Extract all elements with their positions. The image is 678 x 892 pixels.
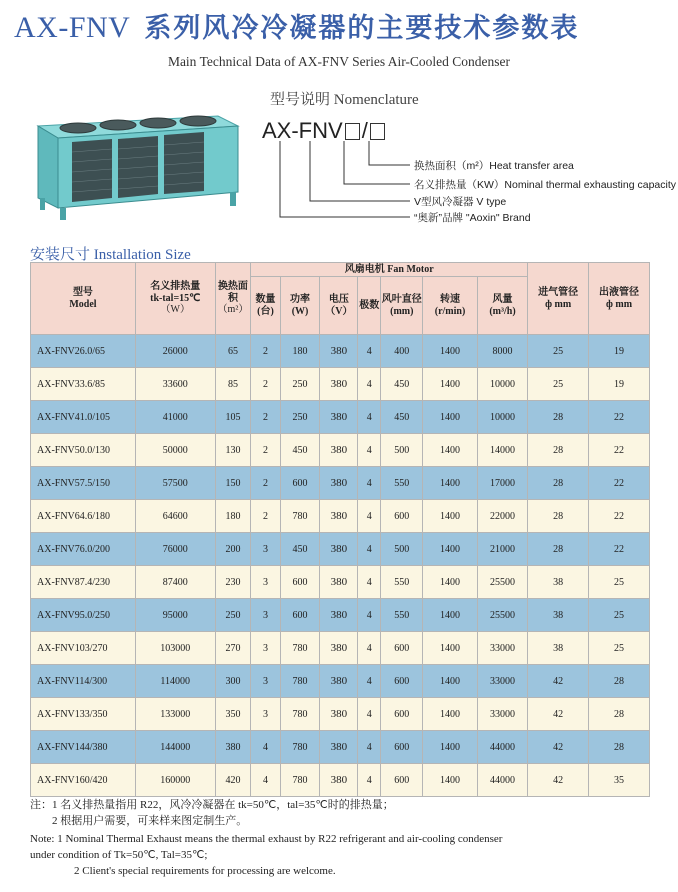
cell-capacity: 26000 (135, 335, 215, 368)
cell-speed: 1400 (423, 566, 478, 599)
cell-diameter: 500 (381, 533, 423, 566)
cell-qty: 2 (251, 500, 280, 533)
cell-airflow: 8000 (477, 335, 527, 368)
cell-poles: 4 (358, 698, 381, 731)
cell-speed: 1400 (423, 764, 478, 797)
cell-qty: 3 (251, 599, 280, 632)
cell-capacity: 50000 (135, 434, 215, 467)
cell-area: 250 (215, 599, 251, 632)
cell-power: 450 (280, 533, 320, 566)
cell-airflow: 21000 (477, 533, 527, 566)
cell-inlet: 28 (528, 467, 589, 500)
cell-airflow: 44000 (477, 764, 527, 797)
header-qty-unit: (台) (257, 305, 274, 317)
nomenclature-item-capacity: 名义排热量（KW）Nominal thermal exhausting capacity (414, 179, 676, 191)
header-voltage-cn: 电压 (328, 294, 349, 305)
cell-capacity: 76000 (135, 533, 215, 566)
cell-voltage: 380 (320, 731, 358, 764)
cell-outlet: 22 (589, 500, 650, 533)
cell-power: 600 (280, 467, 320, 500)
cell-model: AX-FNV87.4/230 (31, 566, 136, 599)
cell-qty: 3 (251, 698, 280, 731)
cell-power: 180 (280, 335, 320, 368)
cell-inlet: 42 (528, 665, 589, 698)
cell-qty: 2 (251, 467, 280, 500)
cell-poles: 4 (358, 632, 381, 665)
cell-area: 105 (215, 401, 251, 434)
cell-power: 250 (280, 368, 320, 401)
cell-diameter: 500 (381, 434, 423, 467)
cell-area: 180 (215, 500, 251, 533)
cell-power: 780 (280, 500, 320, 533)
cell-area: 270 (215, 632, 251, 665)
cell-poles: 4 (358, 500, 381, 533)
cell-speed: 1400 (423, 401, 478, 434)
cell-area: 420 (215, 764, 251, 797)
header-area (215, 263, 251, 335)
cell-voltage: 380 (320, 335, 358, 368)
cell-outlet: 28 (589, 665, 650, 698)
cell-voltage: 380 (320, 566, 358, 599)
cell-model: AX-FNV41.0/105 (31, 401, 136, 434)
cell-poles: 4 (358, 731, 381, 764)
cell-outlet: 28 (589, 698, 650, 731)
nomenclature-title: 型号说明 Nomenclature (270, 92, 419, 108)
table-row (31, 401, 650, 434)
cell-speed: 1400 (423, 731, 478, 764)
table-row (31, 665, 650, 698)
cell-qty: 3 (251, 566, 280, 599)
cell-diameter: 550 (381, 467, 423, 500)
cell-outlet: 25 (589, 566, 650, 599)
cell-airflow: 44000 (477, 731, 527, 764)
note-cn-1: 注：1 名义排热量指用 R22，风冷冷凝器在 tk=50℃，tal=35℃时的排热量； (30, 799, 394, 811)
header-area-cn: 换热面积 (217, 281, 248, 304)
cell-capacity: 160000 (135, 764, 215, 797)
cell-capacity: 133000 (135, 698, 215, 731)
cell-speed: 1400 (423, 500, 478, 533)
cell-outlet: 35 (589, 764, 650, 797)
note-cn-2: 2 根据用户需要，可来样来图定制生产。 (52, 815, 248, 827)
cell-model: AX-FNV160/420 (31, 764, 136, 797)
cell-model: AX-FNV76.0/200 (31, 533, 136, 566)
table-row (31, 434, 650, 467)
header-capacity-unit: （W） (160, 304, 190, 316)
cell-speed: 1400 (423, 599, 478, 632)
cell-diameter: 600 (381, 764, 423, 797)
installation-size-title: 安装尺寸 Installation Size (30, 247, 191, 263)
cell-qty: 3 (251, 665, 280, 698)
cell-poles: 4 (358, 566, 381, 599)
cell-inlet: 28 (528, 500, 589, 533)
cell-airflow: 17000 (477, 467, 527, 500)
header-fan-motor (251, 263, 528, 277)
cell-poles: 4 (358, 335, 381, 368)
cell-power: 780 (280, 731, 320, 764)
header-outlet (589, 263, 650, 335)
cell-qty: 2 (251, 401, 280, 434)
cell-inlet: 28 (528, 401, 589, 434)
cell-area: 300 (215, 665, 251, 698)
cell-airflow: 22000 (477, 500, 527, 533)
header-speed-unit: (r/min) (434, 305, 466, 317)
cell-speed: 1400 (423, 434, 478, 467)
header-inlet (528, 263, 589, 335)
cell-area: 85 (215, 368, 251, 401)
cell-voltage: 380 (320, 599, 358, 632)
cell-model: AX-FNV57.5/150 (31, 467, 136, 500)
header-model-en: Model (69, 298, 97, 310)
cell-airflow: 25500 (477, 599, 527, 632)
header-inlet-unit: ф mm (545, 298, 572, 310)
cell-voltage: 380 (320, 665, 358, 698)
header-diameter-unit: (mm) (390, 305, 414, 317)
cell-qty: 4 (251, 731, 280, 764)
cell-outlet: 22 (589, 467, 650, 500)
table-row (31, 368, 650, 401)
cell-capacity: 144000 (135, 731, 215, 764)
table-row (31, 335, 650, 368)
cell-speed: 1400 (423, 665, 478, 698)
cell-qty: 4 (251, 764, 280, 797)
cell-poles: 4 (358, 434, 381, 467)
cell-voltage: 380 (320, 401, 358, 434)
cell-airflow: 10000 (477, 368, 527, 401)
cell-power: 600 (280, 599, 320, 632)
cell-airflow: 14000 (477, 434, 527, 467)
cell-poles: 4 (358, 401, 381, 434)
cell-area: 230 (215, 566, 251, 599)
header-capacity-cn: 名义排热量 (150, 281, 201, 293)
nomenclature-code-separator: / (361, 118, 368, 143)
cell-outlet: 22 (589, 533, 650, 566)
cell-diameter: 450 (381, 368, 423, 401)
table-row (31, 599, 650, 632)
header-poles (358, 277, 381, 335)
cell-poles: 4 (358, 665, 381, 698)
header-airflow (477, 277, 527, 335)
cell-qty: 2 (251, 368, 280, 401)
table-row (31, 467, 650, 500)
cell-airflow: 33000 (477, 698, 527, 731)
cell-poles: 4 (358, 368, 381, 401)
table-row (31, 764, 650, 797)
cell-voltage: 380 (320, 632, 358, 665)
cell-model: AX-FNV114/300 (31, 665, 136, 698)
cell-diameter: 600 (381, 698, 423, 731)
cell-outlet: 19 (589, 368, 650, 401)
cell-voltage: 380 (320, 500, 358, 533)
header-airflow-unit: (m³/h) (489, 305, 516, 317)
nomenclature-item-brand: “奥新”品牌 "Aoxin" Brand (414, 212, 531, 224)
cell-outlet: 28 (589, 731, 650, 764)
cell-poles: 4 (358, 764, 381, 797)
nomenclature-code (262, 118, 387, 144)
cell-area: 380 (215, 731, 251, 764)
cell-speed: 1400 (423, 335, 478, 368)
cell-qty: 3 (251, 632, 280, 665)
header-fan-motor-label: 风扇电机 Fan Motor (344, 263, 434, 275)
cell-outlet: 22 (589, 434, 650, 467)
cell-power: 250 (280, 401, 320, 434)
title-chinese: 系列风冷冷凝器的主要技术参数表 (144, 13, 580, 44)
cell-area: 200 (215, 533, 251, 566)
cell-capacity: 95000 (135, 599, 215, 632)
nomenclature-capacity-box (345, 123, 360, 140)
cell-model: AX-FNV26.0/65 (31, 335, 136, 368)
header-area-unit: （m²） (217, 304, 249, 316)
header-diameter-cn: 风叶直径 (381, 294, 422, 305)
cell-inlet: 38 (528, 566, 589, 599)
cell-qty: 3 (251, 533, 280, 566)
cell-area: 350 (215, 698, 251, 731)
cell-power: 450 (280, 434, 320, 467)
cell-speed: 1400 (423, 698, 478, 731)
cell-speed: 1400 (423, 632, 478, 665)
cell-voltage: 380 (320, 764, 358, 797)
header-qty (251, 277, 280, 335)
cell-qty: 2 (251, 335, 280, 368)
cell-voltage: 380 (320, 434, 358, 467)
cell-model: AX-FNV144/380 (31, 731, 136, 764)
cell-outlet: 25 (589, 632, 650, 665)
cell-inlet: 42 (528, 764, 589, 797)
cell-inlet: 25 (528, 335, 589, 368)
nomenclature-area-box (370, 123, 385, 140)
header-outlet-cn: 出液管径 (599, 287, 640, 298)
cell-inlet: 28 (528, 533, 589, 566)
condenser-unit-image (32, 112, 242, 222)
cell-airflow: 33000 (477, 632, 527, 665)
cell-capacity: 57500 (135, 467, 215, 500)
cell-power: 780 (280, 698, 320, 731)
table-row (31, 566, 650, 599)
cell-qty: 2 (251, 434, 280, 467)
cell-model: AX-FNV95.0/250 (31, 599, 136, 632)
nomenclature-item-type: V型风冷凝器 V type (414, 196, 507, 208)
header-airflow-cn: 风量 (492, 294, 513, 305)
cell-speed: 1400 (423, 467, 478, 500)
cell-capacity: 114000 (135, 665, 215, 698)
cell-inlet: 25 (528, 368, 589, 401)
cell-voltage: 380 (320, 368, 358, 401)
cell-model: AX-FNV133/350 (31, 698, 136, 731)
table-row (31, 632, 650, 665)
cell-poles: 4 (358, 467, 381, 500)
header-power-unit: (W) (291, 305, 309, 317)
cell-diameter: 600 (381, 665, 423, 698)
table-row (31, 731, 650, 764)
page-title (14, 6, 664, 46)
table-row (31, 698, 650, 731)
cell-poles: 4 (358, 533, 381, 566)
cell-diameter: 600 (381, 632, 423, 665)
cell-airflow: 10000 (477, 401, 527, 434)
notes (30, 797, 650, 879)
note-en-2: 2 Client's special requirements for processing are welcome. (74, 865, 336, 877)
cell-voltage: 380 (320, 698, 358, 731)
header-speed-cn: 转速 (440, 294, 461, 305)
cell-capacity: 64600 (135, 500, 215, 533)
cell-poles: 4 (358, 599, 381, 632)
nomenclature-item-area: 换热面积（m²）Heat transfer area (414, 160, 574, 172)
cell-diameter: 400 (381, 335, 423, 368)
cell-voltage: 380 (320, 467, 358, 500)
cell-power: 780 (280, 764, 320, 797)
page-subtitle: Main Technical Data of AX-FNV Series Air-Cooled Condenser (167, 54, 511, 69)
cell-voltage: 380 (320, 533, 358, 566)
cell-model: AX-FNV33.6/85 (31, 368, 136, 401)
header-capacity (135, 263, 215, 335)
cell-area: 130 (215, 434, 251, 467)
header-outlet-unit: ф mm (605, 298, 633, 310)
cell-diameter: 600 (381, 500, 423, 533)
cell-outlet: 25 (589, 599, 650, 632)
cell-capacity: 41000 (135, 401, 215, 434)
header-power-cn: 功率 (290, 294, 311, 305)
cell-outlet: 22 (589, 401, 650, 434)
cell-power: 600 (280, 566, 320, 599)
cell-power: 780 (280, 665, 320, 698)
cell-power: 780 (280, 632, 320, 665)
cell-capacity: 33600 (135, 368, 215, 401)
cell-diameter: 600 (381, 731, 423, 764)
header-diameter (381, 277, 423, 335)
cell-inlet: 38 (528, 599, 589, 632)
header-speed (423, 277, 478, 335)
header-power (280, 277, 320, 335)
header-model (31, 263, 136, 335)
cell-model: AX-FNV50.0/130 (31, 434, 136, 467)
cell-airflow: 25500 (477, 566, 527, 599)
cell-outlet: 19 (589, 335, 650, 368)
note-en-1b: under condition of Tk=50℃, Tal=35℃; (30, 849, 208, 861)
header-qty-cn: 数量 (255, 294, 276, 305)
cell-capacity: 103000 (135, 632, 215, 665)
cell-diameter: 550 (381, 566, 423, 599)
header-voltage-unit: （V） (325, 305, 353, 317)
table-row (31, 533, 650, 566)
note-en-1a: Note: 1 Nominal Thermal Exhaust means the thermal exhaust by R22 refrigerant and air-cooling condenser (30, 833, 503, 845)
nomenclature-code-prefix: AX-FNV (262, 118, 343, 143)
cell-diameter: 450 (381, 401, 423, 434)
cell-area: 65 (215, 335, 251, 368)
cell-inlet: 28 (528, 434, 589, 467)
cell-inlet: 42 (528, 731, 589, 764)
cell-inlet: 42 (528, 698, 589, 731)
cell-speed: 1400 (423, 533, 478, 566)
cell-model: AX-FNV64.6/180 (31, 500, 136, 533)
specs-table (30, 262, 650, 797)
cell-capacity: 87400 (135, 566, 215, 599)
cell-speed: 1400 (423, 368, 478, 401)
header-inlet-cn: 进气管径 (538, 287, 579, 298)
cell-area: 150 (215, 467, 251, 500)
cell-diameter: 550 (381, 599, 423, 632)
title-latin: AX-FNV (14, 11, 131, 44)
table-row (31, 500, 650, 533)
header-model-cn: 型号 (72, 287, 93, 298)
header-voltage (320, 277, 358, 335)
header-capacity-cond: tk-tal=15℃ (150, 292, 201, 304)
cell-model: AX-FNV103/270 (31, 632, 136, 665)
cell-inlet: 38 (528, 632, 589, 665)
cell-airflow: 33000 (477, 665, 527, 698)
header-poles-cn: 极数 (359, 299, 380, 311)
